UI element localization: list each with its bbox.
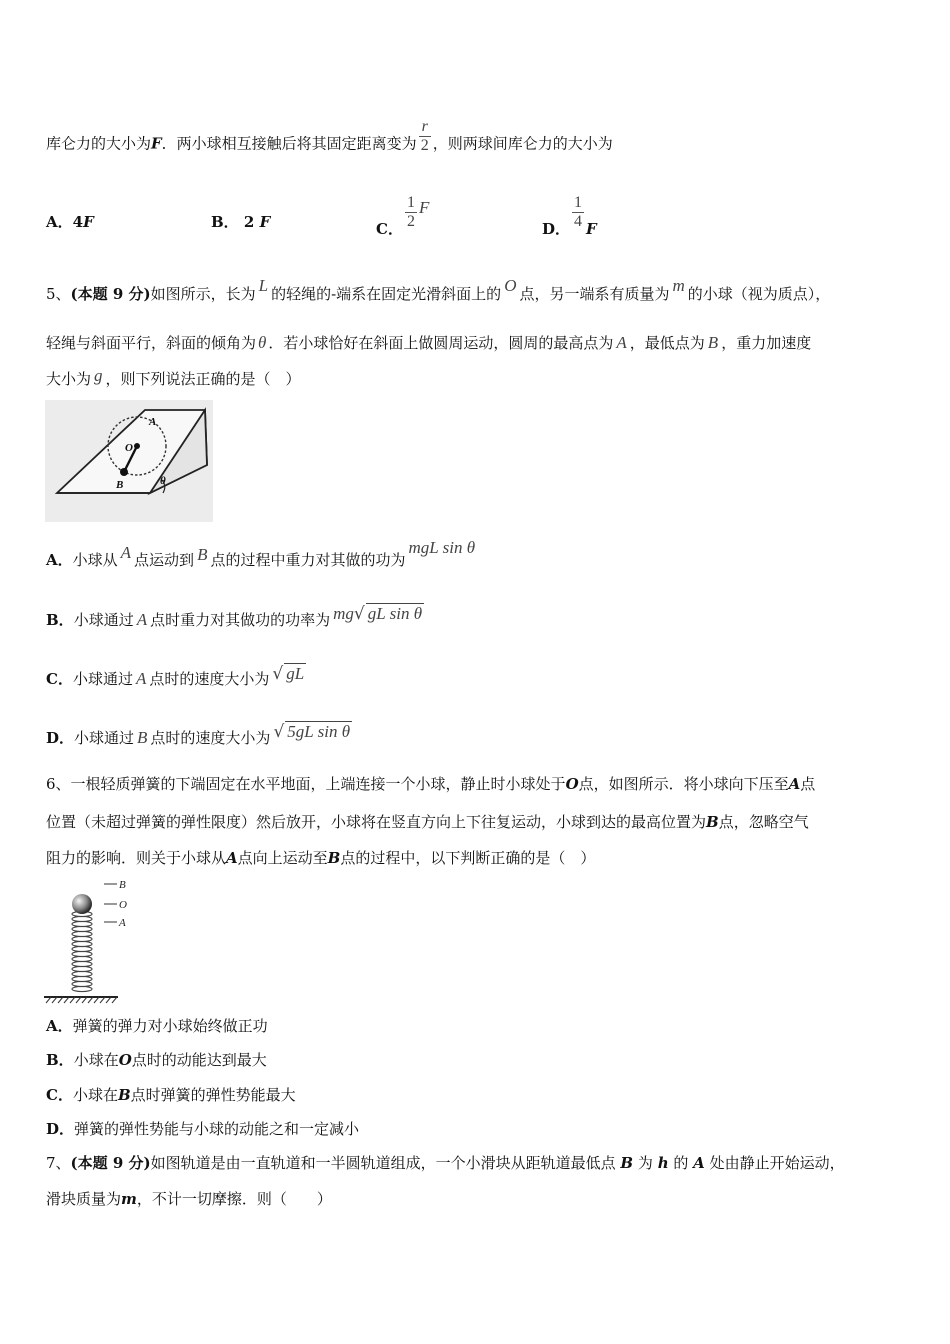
q5-option-c[interactable]: C．小球通过 A 点时的速度大小为 √ gL [46, 664, 305, 688]
q5-option-a[interactable]: A．小球从 A 点运动到 B 点的过程中重力对其做的功为mgL sin θ [46, 538, 476, 569]
q5-stem-line3: 大小为 g ，则下列说法正确的是（ ） [46, 366, 301, 388]
spring-coil [72, 911, 92, 991]
q6-stem-line2: 位置（未超过弹簧的弹性限度）然后放开，小球将在竖直方向上下往复运动，小球到达的最高位置为B点，忽略空气 [46, 813, 809, 831]
q6-stem-line1: 6、一根轻质弹簧的下端固定在水平地面，上端连接一个小球，静止时小球处于O点，如图所示．将小球向下压至A点 [46, 775, 816, 793]
spring-ball [72, 894, 92, 914]
figure-label-theta: θ [160, 475, 166, 487]
sqrt-symbol: √ [272, 664, 284, 684]
fraction-one-half: $\frac{1}{2}$ [406, 194, 415, 230]
q4-stem: 库仑力的大小为F．两小球相互接触后将其固定距离变为 $\frac{r}{2}$ ，则两球间库仑力的大小为 [46, 118, 613, 154]
fraction-r-over-2: $\frac{r}{2}$ [420, 118, 429, 154]
q5-option-b[interactable]: B．小球通过 A 点时重力对其做功的功率为 mg√ gL sin θ [46, 604, 423, 629]
pivot-point-o [134, 443, 140, 449]
q7-stem-line1: 7、(本题 9 分)如图轨道是由一直轨道和一半圆轨道组成，一个小滑块从距轨道最低点 B 为 h 的 A 处由静止开始运动， [46, 1154, 845, 1172]
q6-stem-line3: 阻力的影响．则关于小球从A点向上运动至B点的过程中，以下判断正确的是（ ） [46, 849, 596, 867]
figure-label-a: A [119, 917, 126, 929]
ball [120, 468, 128, 476]
figure-label-b: B [119, 879, 126, 891]
inclined-plane-figure [45, 400, 213, 522]
q7-stem-line2: 滑块质量为m，不计一切摩擦．则（ ） [46, 1190, 332, 1208]
figure-label-a: A [149, 416, 157, 428]
figure-label-o: O [119, 899, 127, 911]
q5-stem-line1: 5、(本题 9 分)如图所示，长为 L 的轻绳的-端系在固定光滑斜面上的 O 点，另一端系有质量为 m 的小球（视为质点）， [46, 276, 831, 303]
q4-option-c[interactable]: C． $\frac{1}{2}$ F [376, 194, 430, 238]
speed-expression-b: √ 5gL sin θ [273, 722, 351, 742]
figure-label-o: O [125, 442, 133, 454]
q4-option-d[interactable]: D． $\frac{1}{4}$ F [542, 194, 597, 238]
q6-option-c[interactable]: C．小球在B点时弹簧的弹性势能最大 [46, 1086, 296, 1104]
q6-option-b[interactable]: B．小球在O点时的动能达到最大 [46, 1051, 267, 1069]
q6-option-a[interactable]: A．弹簧的弹力对小球始终做正功 [46, 1017, 268, 1035]
figure-label-b: B [116, 479, 124, 491]
fraction-one-quarter: $\frac{1}{4}$ [574, 194, 583, 230]
power-expression: mg√ gL sin θ [333, 604, 423, 624]
q4-option-b[interactable]: B． 2 F [211, 213, 271, 231]
q6-option-d[interactable]: D．弹簧的弹性势能与小球的动能之和一定减小 [46, 1120, 360, 1138]
q5-stem-line2: 轻绳与斜面平行，斜面的倾角为 θ ．若小球恰好在斜面上做圆周运动，圆周的最高点为 A ，最低点为 B ，重力加速度 [46, 333, 812, 352]
spring-figure [44, 876, 134, 1006]
speed-expression-a: √ gL [272, 664, 305, 684]
q4-option-a[interactable]: A．4F [46, 213, 94, 231]
sqrt-symbol: √ [353, 604, 365, 624]
sqrt-symbol: √ [273, 722, 285, 742]
q5-option-d[interactable]: D．小球通过 B 点时的速度大小为 √ 5gL sin θ [46, 722, 351, 747]
